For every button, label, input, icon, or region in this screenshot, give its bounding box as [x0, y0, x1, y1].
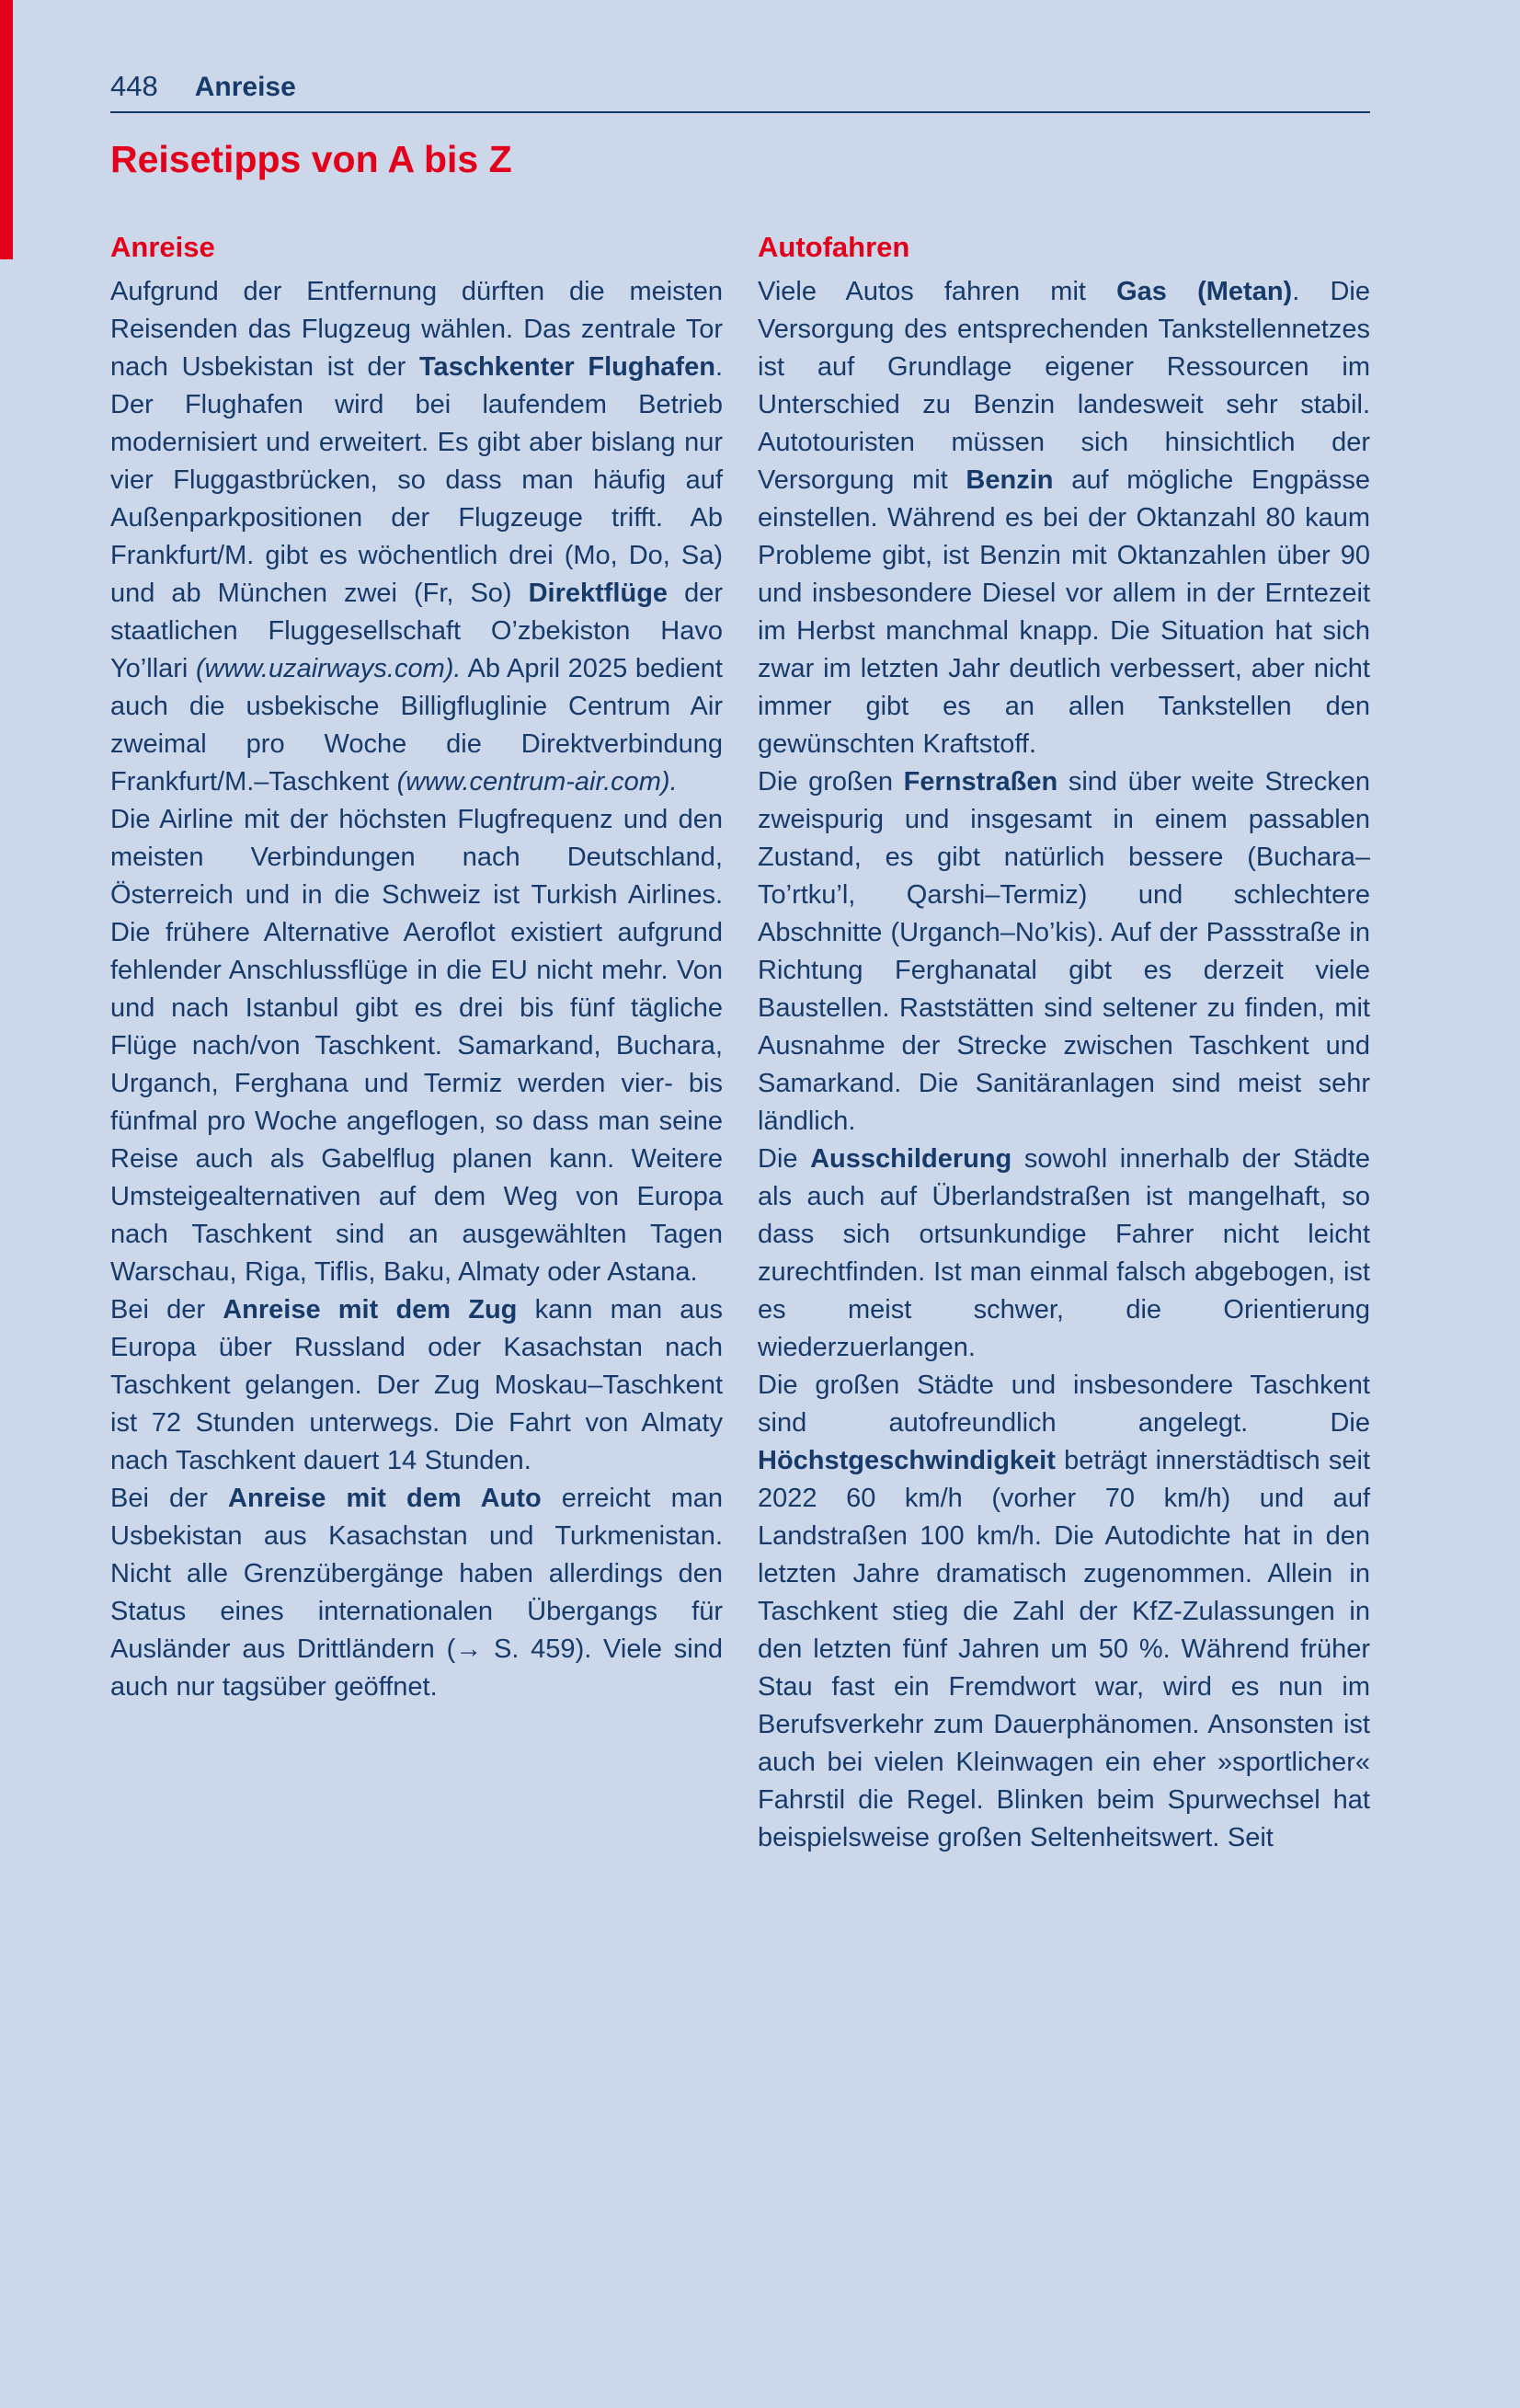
section-heading-autofahren: Autofahren	[758, 231, 910, 263]
page-number: 448	[110, 70, 158, 102]
left-column-body	[110, 273, 723, 1706]
left-column	[110, 230, 723, 1857]
section-heading-anreise: Anreise	[110, 231, 215, 263]
paragraph: Bei der Anreise mit dem Zug kann man aus Europa über Russland oder Kasachstan nach Taschkent gelangen. Der Zug Moskau–Taschkent ist 72 Stunden unterwegs. Die Fahrt von Almaty nach Taschkent dauert 14 Stunden.	[110, 1295, 724, 1475]
paragraph: Die Ausschilderung sowohl innerhalb der Städte als auch auf Überlandstraßen ist mangelhaft, so dass sich ortsunkundige Fahrer nicht leicht zurechtfinden. Ist man einmal falsch abgebogen, ist es meist schwer, die Orientierung wiederzuerlangen.	[758, 1144, 1370, 1362]
page-header	[110, 70, 1370, 113]
paragraph: Die großen Fernstraßen sind über weite Strecken zweispurig und insgesamt in einem passablen Zustand, es gibt natürlich bessere (Buchara–To’rtku’l, Qarshi–Termiz) und schlechtere Abschnitte (Urganch–No’kis). Auf der Passstraße in Richtung Ferghanatal gibt es derzeit viele Baustellen. Raststätten sind seltener zu finden, mit Ausnahme der Strecke zwischen Taschkent und Samarkand. Die Sanitäranlagen sind meist sehr ländlich.	[758, 767, 1370, 1136]
paragraph: Viele Autos fahren mit Gas (Metan). Die Versorgung des entsprechenden Tankstellennetzes ist auf Grundlage eigener Ressourcen im Unterschied zu Benzin landesweit sehr stabil. Autotouristen müssen sich hinsichtlich der Versorgung mit Benzin auf mögliche Engpässe einstellen. Während es bei der Oktanzahl 80 kaum Probleme gibt, ist Benzin mit Oktanzahlen über 90 und insbesondere Diesel vor allem in der Erntezeit im Herbst manchmal knapp. Die Situation hat sich zwar im letzten Jahr deutlich verbessert, aber nicht immer gibt es an allen Tankstellen den gewünschten Kraftstoff.	[758, 277, 1370, 759]
paragraph: Die Airline mit der höchsten Flugfrequenz und den meisten Verbindungen nach Deutschland, Österreich und in die Schweiz ist Turkish Airlines. Die frühere Alternative Aeroflot existiert aufgrund fehlender Anschlussflüge in die EU nicht mehr. Von und nach Istanbul gibt es drei bis fünf tägliche Flüge nach/von Taschkent. Samarkand, Buchara, Urganch, Ferghana und Termiz werden vier- bis fünfmal pro Woche angeflogen, so dass man seine Reise auch als Gabelflug planen kann. Weitere Umsteigealternativen auf dem Weg von Europa nach Taschkent sind an ausgewählten Tagen Warschau, Riga, Tiflis, Baku, Almaty oder Astana.	[110, 805, 723, 1287]
page-title: Reisetipps von A bis Z	[110, 138, 512, 180]
right-column	[758, 230, 1370, 1857]
paragraph: Bei der Anreise mit dem Auto erreicht man Usbekistan aus Kasachstan und Turkmenistan. Nicht alle Grenzübergänge haben allerdings den Status eines internationalen Übergangs für Ausländer aus Drittländern (→ S. 459). Viele sind auch nur tagsüber geöffnet.	[110, 1484, 723, 1702]
paragraph: Die großen Städte und insbesondere Taschkent sind autofreundlich angelegt. Die Höchstgeschwindigkeit beträgt innerstädtisch seit 2022 60 km/h (vorher 70 km/h) und auf Landstraßen 100 km/h. Die Autodichte hat in den letzten Jahre dramatisch zugenommen. Allein in Taschkent stieg die Zahl der KfZ-Zulassungen in den letzten fünf Jahren um 50 %. Während früher Stau fast ein Fremdwort war, wird es nun im Berufsverkehr zum Dauerphänomen. Ansonsten ist auch bei vielen Kleinwagen ein eher »sportlicher« Fahrstil die Regel. Blinken beim Spurwechsel hat beispielsweise großen Seltenheitswert. Seit	[758, 1370, 1370, 1852]
paragraph: Aufgrund der Entfernung dürften die meisten Reisenden das Flugzeug wählen. Das zentrale Tor nach Usbekistan ist der Taschkenter Flughafen. Der Flughafen wird bei laufendem Betrieb modernisiert und erweitert. Es gibt aber bislang nur vier Fluggastbrücken, so dass man häufig auf Außenparkpositionen der Flugzeuge trifft. Ab Frankfurt/M. gibt es wöchentlich drei (Mo, Do, Sa) und ab München zwei (Fr, So) Direktflüge der staatlichen Fluggesellschaft O’zbekiston Havo Yo’llari (www.uzairways.com). Ab April 2025 bedient auch die usbekische Billigfluglinie Centrum Air zweimal pro Woche die Direktverbindung Frankfurt/M.–Taschkent (www.centrum-air.com).	[110, 277, 723, 797]
running-header: Anreise	[194, 72, 296, 102]
right-column-body	[758, 273, 1370, 1857]
two-column-layout	[110, 230, 1370, 1857]
page-edge-red-tab	[0, 0, 13, 259]
